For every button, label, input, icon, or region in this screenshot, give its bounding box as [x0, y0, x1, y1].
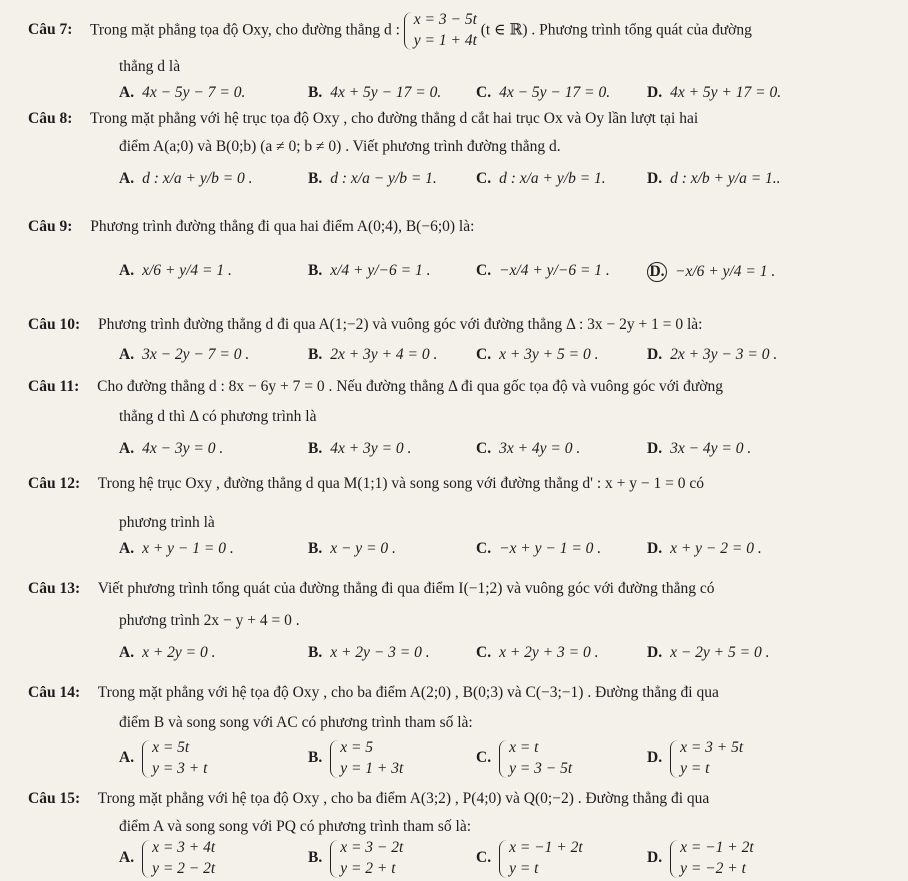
option-text: d : x/a + y/b = 0 .	[142, 170, 253, 187]
option-a[interactable]	[119, 262, 232, 280]
question-text: Viết phương trình tổng quát của đường thẳng đi qua điểm I(−1;2) và vuông góc với đường thẳng có	[97, 580, 715, 597]
question-text: Trong mặt phẳng tọa độ Oxy, cho đường thẳng d :	[89, 21, 400, 39]
option-d[interactable]	[647, 644, 769, 662]
option-text: 4x − 5y − 17 = 0.	[499, 84, 611, 101]
option-text: 4x + 5y − 17 = 0.	[330, 84, 442, 101]
question-label: Câu 9:	[28, 218, 73, 235]
question-label: Câu 15:	[28, 790, 81, 807]
option-b[interactable]	[308, 84, 441, 102]
option-c[interactable]	[476, 738, 572, 780]
question-label: Câu 13:	[28, 580, 81, 597]
question-label: Câu 7:	[28, 21, 73, 39]
option-label: C.	[476, 644, 492, 661]
option-text: x − y = 0 .	[330, 540, 396, 557]
option-label: C.	[476, 262, 492, 279]
selected-answer-circle: D.	[647, 262, 667, 282]
question-text: thẳng d thì Δ có phương trình là	[119, 408, 317, 425]
option-label: C.	[476, 749, 492, 767]
option-label: A.	[119, 749, 135, 767]
option-label: B.	[308, 540, 323, 557]
option-d[interactable]	[647, 540, 762, 558]
question-text: điểm A(a;0) và B(0;b) (a ≠ 0; b ≠ 0) . Viết phương trình đường thẳng d.	[119, 138, 561, 155]
system-line: y = −2 + t	[680, 859, 746, 877]
system-line: x = −1 + 2t	[680, 839, 754, 856]
option-label: A.	[119, 849, 135, 867]
option-label: A.	[119, 644, 135, 661]
system-line: x = 3 + 5t	[680, 739, 744, 756]
option-b[interactable]	[308, 540, 396, 558]
option-c[interactable]	[476, 838, 583, 880]
option-label: D.	[647, 540, 663, 557]
option-label: B.	[308, 440, 323, 457]
option-b[interactable]	[308, 838, 403, 880]
option-text: d : x/b + y/a = 1..	[670, 170, 781, 187]
option-b[interactable]	[308, 170, 437, 188]
option-text: x/4 + y/−6 = 1 .	[330, 262, 431, 279]
option-b[interactable]	[308, 738, 403, 780]
param-system	[499, 738, 572, 780]
question-text: Phương trình đường thẳng d đi qua A(1;−2) và vuông góc với đường thẳng Δ : 3x − 2y + 1 = 0 là:	[97, 316, 703, 333]
question-text: điểm B và song song với AC có phương trình tham số là:	[119, 714, 473, 731]
option-label: B.	[308, 84, 323, 101]
option-label: D.	[647, 849, 663, 867]
option-text: x − 2y + 5 = 0 .	[670, 644, 770, 661]
option-label: B.	[308, 644, 323, 661]
option-text: x + y − 1 = 0 .	[142, 540, 234, 557]
question-11	[28, 378, 723, 396]
option-label: D.	[647, 170, 663, 187]
option-label: A.	[119, 346, 135, 363]
question-text: điểm A và song song với PQ có phương trình tham số là:	[119, 818, 472, 835]
option-d[interactable]	[647, 346, 777, 364]
option-d[interactable]	[647, 738, 743, 780]
option-label: B.	[308, 849, 323, 867]
option-text: 4x − 5y − 7 = 0.	[142, 84, 246, 101]
option-text: x + 2y + 3 = 0 .	[499, 644, 599, 661]
option-text: 3x − 4y = 0 .	[670, 440, 752, 457]
option-label: C.	[476, 84, 492, 101]
question-8	[28, 110, 698, 128]
option-label: A.	[119, 540, 135, 557]
option-d[interactable]	[647, 84, 781, 102]
option-label: B.	[308, 749, 323, 767]
option-b[interactable]	[308, 262, 430, 280]
option-text: 4x − 3y = 0 .	[142, 440, 224, 457]
option-label: D.	[647, 84, 663, 101]
option-text: 4x + 5y + 17 = 0.	[670, 84, 782, 101]
option-text: −x/6 + y/4 = 1 .	[675, 263, 776, 280]
option-label: A.	[119, 84, 135, 101]
option-c[interactable]	[476, 170, 606, 188]
option-c[interactable]	[476, 644, 598, 662]
system-line: y = 2 − 2t	[152, 859, 216, 877]
question-label: Câu 12:	[28, 475, 81, 492]
option-text: x/6 + y/4 = 1 .	[142, 262, 232, 279]
question-text: Trong mặt phẳng với hệ trục tọa độ Oxy , cho đường thẳng d cắt hai trục Ox và Oy lần lượt tại hai	[89, 110, 699, 127]
option-text: 2x + 3y − 3 = 0 .	[670, 346, 778, 363]
question-text: Trong mặt phẳng với hệ tọa độ Oxy , cho ba điểm A(3;2) , P(4;0) và Q(0;−2) . Đường thẳng đi qua	[97, 790, 710, 807]
system-line: x = t	[509, 739, 539, 756]
param-system	[670, 738, 743, 780]
question-text: phương trình 2x − y + 4 = 0 .	[119, 612, 300, 629]
question-14	[28, 684, 719, 702]
option-a[interactable]	[119, 738, 207, 780]
question-text: Cho đường thẳng d : 8x − 6y + 7 = 0 . Nếu đường thẳng Δ đi qua gốc tọa độ và vuông góc với đường	[97, 378, 723, 395]
option-text: 2x + 3y + 4 = 0 .	[330, 346, 438, 363]
option-label: A.	[119, 170, 135, 187]
param-system	[499, 838, 583, 880]
option-a[interactable]	[119, 440, 223, 458]
option-b[interactable]	[308, 440, 411, 458]
system-line: y = 2 + t	[340, 859, 396, 877]
option-a[interactable]	[119, 540, 234, 558]
option-label: C.	[476, 170, 492, 187]
option-c[interactable]	[476, 540, 601, 558]
question-label: Câu 8:	[28, 110, 73, 127]
option-a[interactable]	[119, 170, 253, 188]
question-text: Trong hệ trục Oxy , đường thẳng d qua M(1;1) và song song với đường thẳng d' : x + y − 1 = 0 có	[97, 475, 704, 492]
param-system	[142, 738, 207, 780]
system-line: x = −1 + 2t	[509, 839, 583, 856]
option-d[interactable]	[647, 262, 775, 282]
option-c[interactable]	[476, 346, 598, 364]
option-text: 4x + 3y = 0 .	[330, 440, 412, 457]
option-text: x + 2y − 3 = 0 .	[330, 644, 430, 661]
question-12	[28, 475, 704, 493]
option-text: x + y − 2 = 0 .	[670, 540, 762, 557]
option-text: 3x − 2y − 7 = 0 .	[142, 346, 250, 363]
option-label: B.	[308, 346, 323, 363]
option-label: A.	[119, 440, 135, 457]
option-label: C.	[476, 540, 492, 557]
option-label: D.	[647, 440, 663, 457]
system-line: x = 3 + 4t	[152, 839, 216, 856]
option-label: B.	[308, 170, 323, 187]
option-label: C.	[476, 849, 492, 867]
question-10	[28, 316, 702, 334]
option-c[interactable]	[476, 262, 610, 280]
param-system	[330, 838, 403, 880]
option-a[interactable]	[119, 84, 245, 102]
option-label: D.	[647, 644, 663, 661]
param-system	[330, 738, 403, 780]
option-a[interactable]	[119, 644, 216, 662]
option-a[interactable]	[119, 838, 215, 880]
system-line: y = 3 − 5t	[509, 759, 573, 777]
question-text: phương trình là	[119, 514, 215, 531]
option-d[interactable]	[647, 838, 754, 880]
question-text: (t ∈ ℝ) . Phương trình tổng quát của đường	[480, 21, 752, 39]
system-line: y = t	[509, 859, 539, 877]
option-label: C.	[476, 440, 492, 457]
question-13	[28, 580, 715, 598]
system-line: y = t	[680, 759, 710, 777]
question-7	[28, 10, 752, 52]
option-b[interactable]	[308, 346, 437, 364]
option-text: x + 2y = 0 .	[142, 644, 216, 661]
question-text: Phương trình đường thẳng đi qua hai điểm A(0;4), B(−6;0) là:	[90, 218, 475, 235]
question-15	[28, 790, 709, 808]
param-system	[404, 10, 477, 52]
option-text: 3x + 4y = 0 .	[499, 440, 581, 457]
question-label: Câu 14:	[28, 684, 81, 701]
option-text: d : x/a + y/b = 1.	[499, 170, 606, 187]
option-label: C.	[476, 346, 492, 363]
question-text: thẳng d là	[119, 58, 181, 75]
option-label: D.	[647, 346, 663, 363]
system-line: x = 3 − 2t	[340, 839, 404, 856]
system-line: x = 5t	[152, 739, 190, 756]
system-line: x = 5	[340, 739, 374, 756]
question-label: Câu 10:	[28, 316, 81, 333]
system-line: y = 3 + t	[152, 759, 208, 777]
option-label: B.	[308, 262, 323, 279]
option-text: x + 3y + 5 = 0 .	[499, 346, 599, 363]
option-d[interactable]	[647, 440, 751, 458]
system-line: y = 1 + 3t	[340, 759, 404, 777]
option-text: −x + y − 1 = 0 .	[499, 540, 602, 557]
option-label: A.	[119, 262, 135, 279]
question-text: Trong mặt phẳng với hệ tọa độ Oxy , cho ba điểm A(2;0) , B(0;3) và C(−3;−1) . Đường thẳng đi qua	[97, 684, 719, 701]
system-line: x = 3 − 5t	[413, 11, 477, 28]
option-d[interactable]	[647, 170, 781, 188]
param-system	[142, 838, 215, 880]
system-line: y = 1 + 4t	[413, 31, 477, 49]
param-system	[670, 838, 754, 880]
option-c[interactable]	[476, 440, 580, 458]
question-9	[28, 218, 474, 236]
option-c[interactable]	[476, 84, 610, 102]
option-text: −x/4 + y/−6 = 1 .	[499, 262, 610, 279]
question-label: Câu 11:	[28, 378, 80, 395]
option-text: d : x/a − y/b = 1.	[330, 170, 437, 187]
option-b[interactable]	[308, 644, 430, 662]
option-label: D.	[647, 749, 663, 767]
option-a[interactable]	[119, 346, 249, 364]
